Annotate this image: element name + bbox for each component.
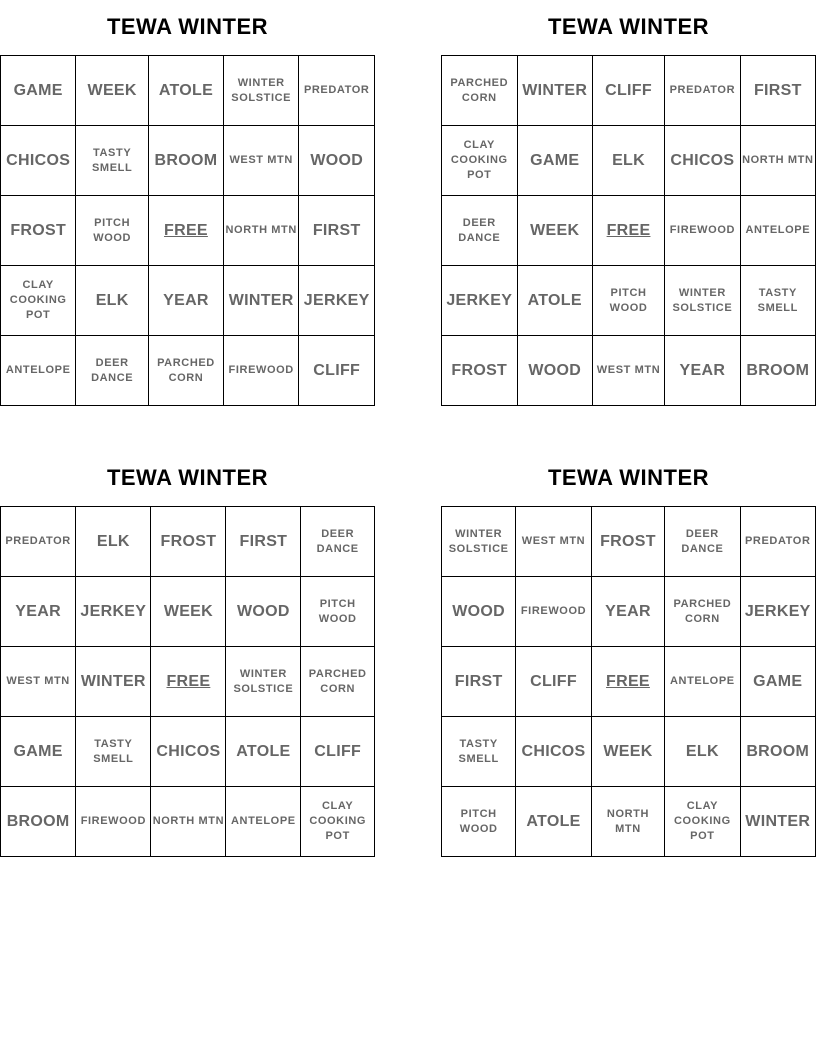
grid-row [442,126,816,196]
bingo-cell: GAME [740,647,816,717]
bingo-cell: WOOD [442,577,516,647]
grid-row [442,717,816,787]
bingo-cell: GAME [517,126,592,196]
bingo-cell: NORTH MTN [151,787,226,857]
bingo-cell: PITCH WOOD [76,196,149,266]
grid-row [1,56,375,126]
bingo-grid [0,506,375,857]
bingo-cell: CLIFF [516,647,591,717]
bingo-cell: DEER DANCE [442,196,518,266]
bingo-cell: CLIFF [301,717,375,787]
grid-row [1,507,375,577]
bingo-cell: ELK [592,126,664,196]
grid-row [1,126,375,196]
bingo-cell: WOOD [226,577,301,647]
bingo-cell: ELK [76,266,149,336]
bingo-cell: FIREWOOD [516,577,591,647]
bingo-cell: PREDATOR [740,507,816,577]
bingo-cell: PITCH WOOD [442,787,516,857]
grid-row [1,717,375,787]
bingo-cell: ATOLE [148,56,223,126]
bingo-cell: WINTER [76,647,151,717]
bingo-grid [0,55,375,406]
bingo-cell: WEEK [151,577,226,647]
bingo-cell: WINTER [740,787,816,857]
bingo-cell: PITCH WOOD [301,577,375,647]
bingo-cell: WOOD [517,336,592,406]
grid-row [442,507,816,577]
card-title: TEWA WINTER [106,14,269,39]
bingo-cell: WINTER [223,266,298,336]
bingo-cell: ATOLE [517,266,592,336]
bingo-cell: WEEK [76,56,149,126]
grid-row [442,56,816,126]
bingo-cell: ATOLE [226,717,301,787]
bingo-cell: FIRST [442,647,516,717]
card-title: TEWA WINTER [547,14,710,39]
bingo-cell: CLIFF [592,56,664,126]
bingo-cell: YEAR [591,577,665,647]
bingo-cell: FIREWOOD [76,787,151,857]
grid-row [442,266,816,336]
bingo-cell: YEAR [665,336,741,406]
bingo-cell: PREDATOR [299,56,375,126]
bingo-cell: TASTY SMELL [76,717,151,787]
bingo-cell: CHICOS [516,717,591,787]
bingo-cell: WINTER [517,56,592,126]
bingo-cell: PARCHED CORN [301,647,375,717]
grid-row [1,336,375,406]
bingo-cell: ANTELOPE [1,336,76,406]
bingo-cell: NORTH MTN [740,126,815,196]
bingo-cell: FROST [151,507,226,577]
bingo-cell: CHICOS [665,126,741,196]
bingo-cell: WEST MTN [223,126,298,196]
bingo-cell: ANTELOPE [740,196,815,266]
grid-row [1,787,375,857]
bingo-cell: JERKEY [76,577,151,647]
bingo-cell: NORTH MTN [223,196,298,266]
bingo-cell: WEEK [591,717,665,787]
bingo-cell: PARCHED CORN [442,56,518,126]
free-space-cell: FREE [591,647,665,717]
bingo-cell: CLAY COOKING POT [1,266,76,336]
grid-row [442,647,816,717]
bingo-cell: DEER DANCE [665,507,740,577]
bingo-cell: WINTER SOLSTICE [665,266,741,336]
bingo-cell: WEEK [517,196,592,266]
grid-row [442,577,816,647]
bingo-cell: JERKEY [299,266,375,336]
bingo-cell: CHICOS [151,717,226,787]
bingo-cell: FIRST [299,196,375,266]
bingo-cell: WINTER SOLSTICE [223,56,298,126]
bingo-cell: WEST MTN [1,647,76,717]
bingo-cell: YEAR [1,577,76,647]
bingo-cell: BROOM [1,787,76,857]
card-title: TEWA WINTER [547,465,710,490]
bingo-cell: FIRST [740,56,815,126]
bingo-cell: PREDATOR [1,507,76,577]
bingo-cell: FIREWOOD [665,196,741,266]
bingo-cell: PARCHED CORN [148,336,223,406]
bingo-cell: CLAY COOKING POT [665,787,740,857]
free-space-cell: FREE [148,196,223,266]
bingo-cell: CHICOS [1,126,76,196]
bingo-cell: CLAY COOKING POT [442,126,518,196]
bingo-cell: DEER DANCE [301,507,375,577]
bingo-cell: TASTY SMELL [76,126,149,196]
bingo-cell: WEST MTN [516,507,591,577]
bingo-cell: FIREWOOD [223,336,298,406]
bingo-cell: GAME [1,56,76,126]
bingo-cell: FROST [442,336,518,406]
bingo-cell: YEAR [148,266,223,336]
bingo-cell: FROST [591,507,665,577]
bingo-cell: ANTELOPE [665,647,740,717]
bingo-cell: WINTER SOLSTICE [442,507,516,577]
bingo-grid [441,506,816,857]
grid-row [1,266,375,336]
bingo-cell: PARCHED CORN [665,577,740,647]
bingo-cell: BROOM [740,336,815,406]
bingo-cell: TASTY SMELL [442,717,516,787]
bingo-cell: ELK [665,717,740,787]
bingo-grid [441,55,816,406]
bingo-cell: CLAY COOKING POT [301,787,375,857]
bingo-cell: GAME [1,717,76,787]
grid-row [1,577,375,647]
bingo-cell: DEER DANCE [76,336,149,406]
bingo-cell: WINTER SOLSTICE [226,647,301,717]
bingo-cell: JERKEY [740,577,816,647]
bingo-cell: BROOM [148,126,223,196]
free-space-cell: FREE [592,196,664,266]
grid-row [1,647,375,717]
bingo-cell: PITCH WOOD [592,266,664,336]
bingo-cell: BROOM [740,717,816,787]
bingo-cell: ANTELOPE [226,787,301,857]
bingo-cell: FROST [1,196,76,266]
grid-row [442,196,816,266]
grid-row [1,196,375,266]
bingo-cell: ATOLE [516,787,591,857]
free-space-cell: FREE [151,647,226,717]
bingo-cell: NORTH MTN [591,787,665,857]
bingo-cell: WEST MTN [592,336,664,406]
bingo-cell: TASTY SMELL [740,266,815,336]
grid-row [442,336,816,406]
card-title: TEWA WINTER [106,465,269,490]
bingo-cell: CLIFF [299,336,375,406]
bingo-cell: WOOD [299,126,375,196]
grid-row [442,787,816,857]
bingo-cell: ELK [76,507,151,577]
bingo-cell: FIRST [226,507,301,577]
bingo-cell: JERKEY [442,266,518,336]
bingo-cell: PREDATOR [665,56,741,126]
